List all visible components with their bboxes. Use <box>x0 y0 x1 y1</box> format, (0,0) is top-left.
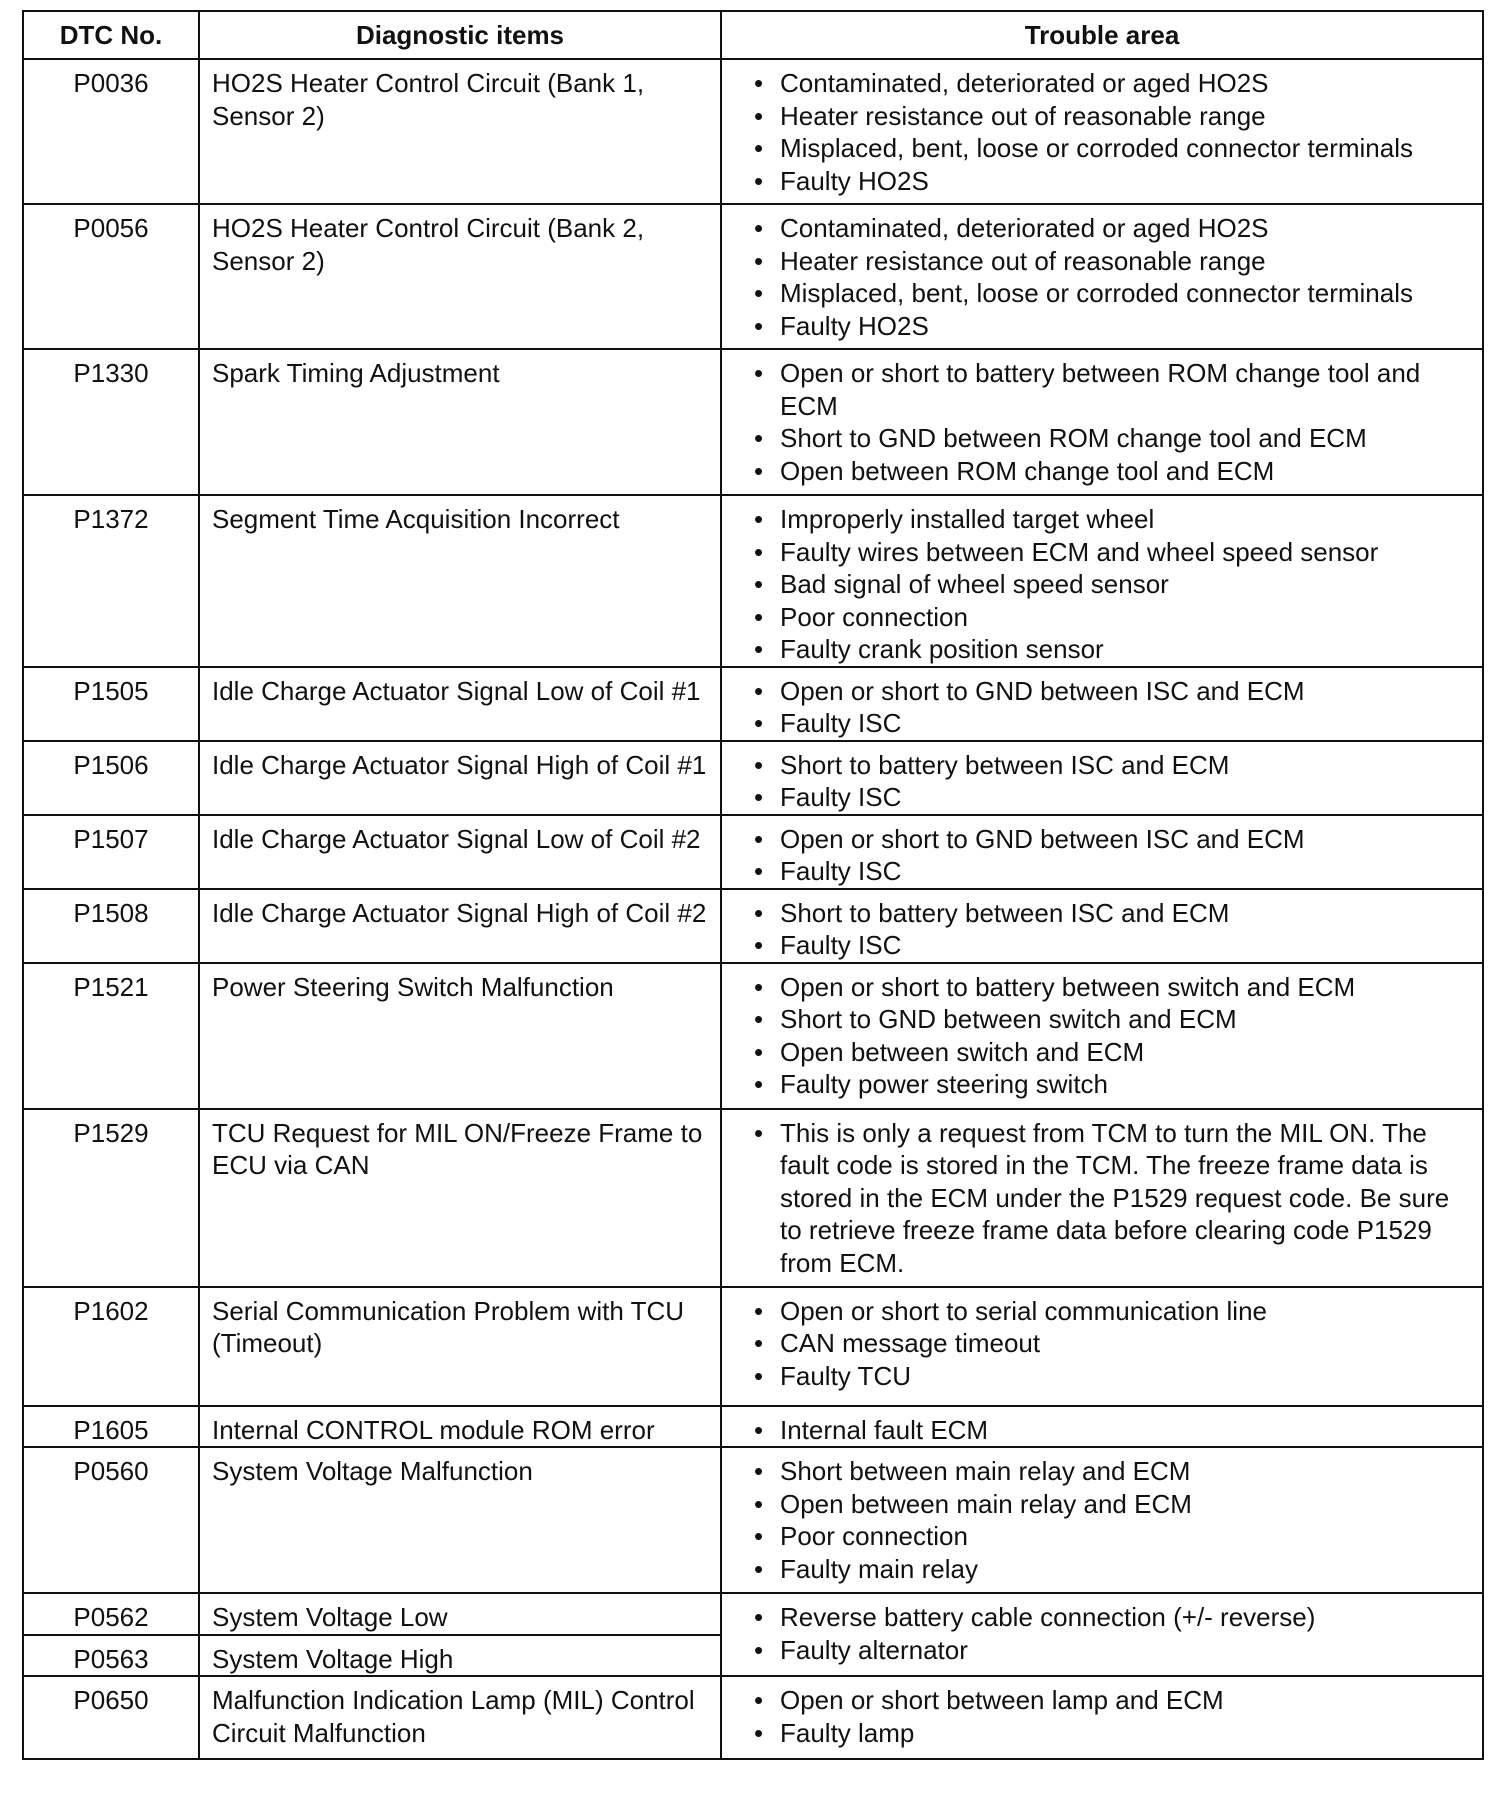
diagnostic-item-cell: HO2S Heater Control Circuit (Bank 2, Sensor 2) <box>199 204 721 349</box>
table-row <box>23 1447 1483 1593</box>
trouble-item: • Open between switch and ECM <box>752 1036 1474 1069</box>
trouble-area-cell <box>721 59 1483 204</box>
trouble-list <box>752 1295 1474 1393</box>
trouble-item: • Open or short to GND between ISC and ECM <box>752 675 1474 708</box>
trouble-list <box>752 1455 1474 1585</box>
diagnostic-item-cell: Serial Communication Problem with TCU (Timeout) <box>199 1287 721 1406</box>
trouble-list <box>752 1414 1474 1447</box>
trouble-item: • Reverse battery cable connection (+/- reverse) <box>752 1601 1474 1634</box>
diagnostic-item-cell: Power Steering Switch Malfunction <box>199 963 721 1109</box>
diagnostic-item-cell: Malfunction Indication Lamp (MIL) Control Circuit Malfunction <box>199 1676 721 1759</box>
trouble-list <box>752 1684 1474 1749</box>
trouble-item: • Faulty wires between ECM and wheel speed sensor <box>752 536 1474 569</box>
trouble-item: • Short to GND between switch and ECM <box>752 1003 1474 1036</box>
dtc-code-cell: P1605 <box>23 1406 199 1448</box>
trouble-area-cell <box>721 495 1483 667</box>
trouble-area-cell <box>721 204 1483 349</box>
trouble-item: • Heater resistance out of reasonable range <box>752 245 1474 278</box>
trouble-area-cell <box>721 741 1483 815</box>
diagnostic-item-cell: HO2S Heater Control Circuit (Bank 1, Sensor 2) <box>199 59 721 204</box>
dtc-code-cell: P0650 <box>23 1676 199 1759</box>
dtc-code-cell: P1505 <box>23 667 199 741</box>
diagnostic-item-cell: Idle Charge Actuator Signal Low of Coil #1 <box>199 667 721 741</box>
diagnostic-item-cell: System Voltage Low <box>199 1593 721 1635</box>
diagnostic-item-cell: System Voltage Malfunction <box>199 1447 721 1593</box>
trouble-item: • Poor connection <box>752 601 1474 634</box>
trouble-area-cell <box>721 1676 1483 1759</box>
trouble-item: • Faulty ISC <box>752 707 1474 740</box>
trouble-list <box>752 971 1474 1101</box>
trouble-list <box>752 897 1474 962</box>
dtc-code-cell: P1506 <box>23 741 199 815</box>
trouble-area-cell <box>721 349 1483 495</box>
trouble-item: • Open or short between lamp and ECM <box>752 1684 1474 1717</box>
trouble-item: • Open between ROM change tool and ECM <box>752 455 1474 488</box>
table-row <box>23 815 1483 889</box>
trouble-item: • Improperly installed target wheel <box>752 503 1474 536</box>
trouble-item: • Open or short to battery between ROM change tool and ECM <box>752 357 1474 422</box>
trouble-item: • Faulty main relay <box>752 1553 1474 1586</box>
table-row <box>23 349 1483 495</box>
trouble-item: • Short to battery between ISC and ECM <box>752 897 1474 930</box>
dtc-code-cell: P0560 <box>23 1447 199 1593</box>
trouble-item: • Open between main relay and ECM <box>752 1488 1474 1521</box>
dtc-code-cell: P0056 <box>23 204 199 349</box>
trouble-item: • Short to GND between ROM change tool and ECM <box>752 422 1474 455</box>
table-row <box>23 889 1483 963</box>
trouble-item: • Contaminated, deteriorated or aged HO2S <box>752 212 1474 245</box>
trouble-item: • Faulty lamp <box>752 1717 1474 1750</box>
table-row <box>23 741 1483 815</box>
trouble-list <box>752 357 1474 487</box>
table-row <box>23 1676 1483 1759</box>
trouble-item: • Faulty ISC <box>752 781 1474 814</box>
trouble-list <box>752 212 1474 342</box>
table-row <box>23 667 1483 741</box>
dtc-code-cell: P1521 <box>23 963 199 1109</box>
trouble-item: • Misplaced, bent, loose or corroded connector terminals <box>752 277 1474 310</box>
dtc-table <box>22 10 1484 1760</box>
trouble-item: • Internal fault ECM <box>752 1414 1474 1447</box>
header-dtc-no: DTC No. <box>23 11 199 59</box>
trouble-item: • Misplaced, bent, loose or corroded connector terminals <box>752 132 1474 165</box>
diagnostic-item-cell: Idle Charge Actuator Signal High of Coil #1 <box>199 741 721 815</box>
table-row <box>23 495 1483 667</box>
trouble-list <box>752 823 1474 888</box>
header-trouble-area: Trouble area <box>721 11 1483 59</box>
trouble-item: • Poor connection <box>752 1520 1474 1553</box>
trouble-item: • Faulty power steering switch <box>752 1068 1474 1101</box>
dtc-code-cell: P1529 <box>23 1109 199 1287</box>
trouble-item: • Short to battery between ISC and ECM <box>752 749 1474 782</box>
trouble-item: • Open or short to battery between switch and ECM <box>752 971 1474 1004</box>
dtc-code-cell: P1372 <box>23 495 199 667</box>
table-row <box>23 59 1483 204</box>
trouble-area-cell <box>721 1287 1483 1406</box>
table-row <box>23 963 1483 1109</box>
diagnostic-item-cell: System Voltage High <box>199 1635 721 1677</box>
trouble-list <box>752 67 1474 197</box>
trouble-area-cell <box>721 815 1483 889</box>
trouble-item: • This is only a request from TCM to turn the MIL ON. The fault code is stored in the TCM. The freeze frame data is stored in the ECM under the P1529 request code. Be sure to retrieve freeze frame data before clearing code P1529 from ECM. <box>752 1117 1474 1280</box>
trouble-area-cell <box>721 1593 1483 1676</box>
header-diagnostic-items: Diagnostic items <box>199 11 721 59</box>
header-row <box>23 11 1483 59</box>
trouble-item: • Faulty ISC <box>752 929 1474 962</box>
trouble-area-cell <box>721 667 1483 741</box>
trouble-area-cell <box>721 889 1483 963</box>
trouble-area-cell <box>721 1406 1483 1448</box>
diagnostic-item-cell: Spark Timing Adjustment <box>199 349 721 495</box>
trouble-item: • Faulty HO2S <box>752 165 1474 198</box>
trouble-item: • Faulty TCU <box>752 1360 1474 1393</box>
diagnostic-item-cell: Idle Charge Actuator Signal Low of Coil #2 <box>199 815 721 889</box>
trouble-item: • Open or short to serial communication line <box>752 1295 1474 1328</box>
trouble-item: • Open or short to GND between ISC and ECM <box>752 823 1474 856</box>
trouble-area-cell <box>721 1109 1483 1287</box>
trouble-area-cell <box>721 1447 1483 1593</box>
dtc-code-cell: P1508 <box>23 889 199 963</box>
diagnostic-item-cell: Internal CONTROL module ROM error <box>199 1406 721 1448</box>
diagnostic-item-cell: Idle Charge Actuator Signal High of Coil #2 <box>199 889 721 963</box>
trouble-list <box>752 1117 1474 1280</box>
dtc-code-cell: P1602 <box>23 1287 199 1406</box>
trouble-item: • Heater resistance out of reasonable range <box>752 100 1474 133</box>
trouble-item: • Faulty crank position sensor <box>752 633 1474 666</box>
dtc-code-cell: P1330 <box>23 349 199 495</box>
trouble-item: • Faulty HO2S <box>752 310 1474 343</box>
dtc-code-cell: P0036 <box>23 59 199 204</box>
diagnostic-item-cell: Segment Time Acquisition Incorrect <box>199 495 721 667</box>
trouble-list <box>752 1601 1474 1666</box>
trouble-item: • Faulty ISC <box>752 855 1474 888</box>
dtc-code-cell: P0563 <box>23 1635 199 1677</box>
trouble-list <box>752 503 1474 666</box>
diagnostic-item-cell: TCU Request for MIL ON/Freeze Frame to ECU via CAN <box>199 1109 721 1287</box>
table-row <box>23 1406 1483 1448</box>
trouble-item: • Contaminated, deteriorated or aged HO2S <box>752 67 1474 100</box>
trouble-item: • Short between main relay and ECM <box>752 1455 1474 1488</box>
table-row <box>23 1593 1483 1635</box>
trouble-list <box>752 675 1474 740</box>
dtc-code-cell: P1507 <box>23 815 199 889</box>
table-row <box>23 1109 1483 1287</box>
trouble-item: • Faulty alternator <box>752 1634 1474 1667</box>
table-row <box>23 1287 1483 1406</box>
trouble-list <box>752 749 1474 814</box>
dtc-code-cell: P0562 <box>23 1593 199 1635</box>
table-body <box>23 59 1483 1759</box>
trouble-area-cell <box>721 963 1483 1109</box>
table-row <box>23 204 1483 349</box>
trouble-item: • Bad signal of wheel speed sensor <box>752 568 1474 601</box>
trouble-item: • CAN message timeout <box>752 1327 1474 1360</box>
